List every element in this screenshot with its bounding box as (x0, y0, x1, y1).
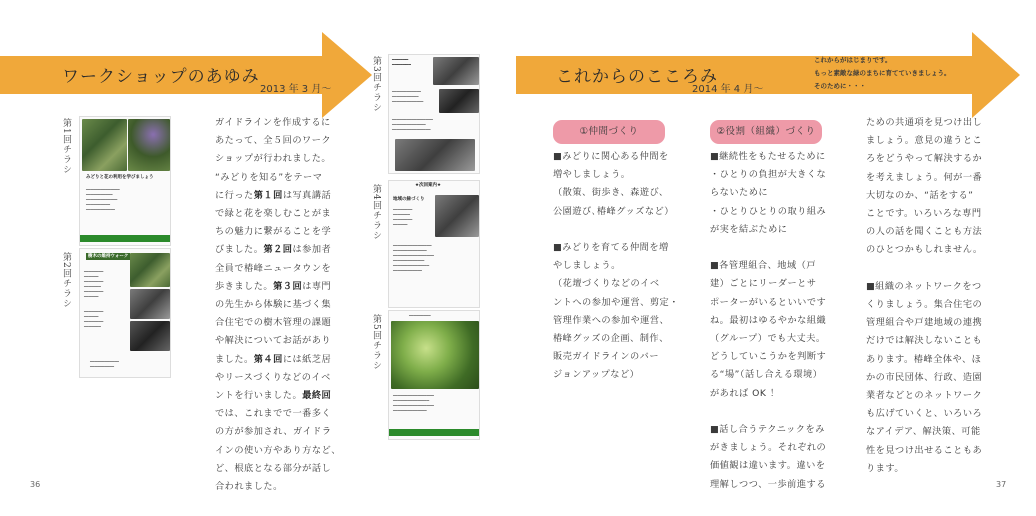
col3-line: 性を見つけ出せることもあ (866, 444, 983, 456)
col2-line: らないために (710, 187, 769, 199)
body-line-segment: 合われました。 (215, 481, 283, 493)
col3-line: あります。椿峰全体や、ほ (866, 353, 982, 365)
body-line-segment: は参加者 (292, 244, 332, 256)
body-line-segment: ントを行いました。 (215, 390, 303, 402)
left-banner-date: 2013 年 3 月〜 (260, 84, 332, 95)
flyer-2-footer-text: ━━━━━━━━━━━━ ━━━━━━━━━━ (90, 359, 119, 369)
col2-line: 理解しつつ、一歩前進する (710, 478, 826, 490)
col2-line: 建）ごとにリーダーとサ (710, 278, 817, 290)
flyer-4-lines-b: ━━━━━━━━━━━━━━━━ ━━━━━━━━━━━━━━ ━━━━━━━━━━━━━━━━━ ━━━━━━━━━━━━━ ━━━━━━━━━━━━━━━ ━━━━━━━━━━━━ (393, 243, 434, 273)
col2-line: どうしていこうかを判断す (710, 351, 827, 363)
flyer-5-lines: ━━━━━━━━━━━━━━━━━ ━━━━━━━━━━━━━━━ ━━━━━━━━━━━━━━━━━ ━━━━━━━━━━━━━━ (393, 393, 434, 413)
flyer-1-photo-b (128, 119, 170, 171)
body-line-emphasis: 第１回 (253, 189, 283, 201)
col3-line: かの市民団体、行政、造園 (866, 371, 983, 383)
col1-line: 管理作業への参加や運営、 (553, 314, 670, 326)
col2-line: （グループ）でも大丈夫。 (710, 333, 826, 345)
col3-line: ■組織のネットワークをつ (866, 280, 982, 292)
col1-line: ■みどりを育てる仲間を増 (553, 242, 669, 254)
flyer-3-lines: ━━━━━━━━━━━━ ━━━━━━━━━━━ ━━━━━━━━━━━━━ (392, 89, 424, 104)
flyer-label-5: 第5回チラシ (371, 314, 381, 371)
col3-line: も広げていくと、いろいろ (866, 408, 983, 420)
flyer-2-title: 樹木の維持ウォーク (88, 254, 129, 259)
col1-line: ■みどりに関心ある仲間を (553, 151, 669, 162)
note-line: そのために・・・ (814, 82, 866, 90)
body-line-segment: や解決についてお話があり (215, 335, 332, 347)
body-line (215, 369, 341, 387)
pill-yakuwari: ②役割（組織）づくり (710, 120, 822, 144)
right-banner (516, 32, 1020, 118)
col2-line: ■各管理組合、地域（戸 (710, 260, 817, 272)
flyer-label-2: 第2回チラシ (61, 252, 71, 309)
pill-nakama: ①仲間づくり (553, 120, 665, 144)
col2-line: ・ひとりの負担が大きくな (710, 169, 827, 181)
flyer-5-image (388, 310, 480, 440)
flyer-1-footer (80, 235, 170, 242)
page-number-left: 36 (30, 480, 41, 489)
body-line-segment: 合住宅での樹木管理の課題 (215, 317, 332, 329)
col1-line: 公園遊び､椿峰グッズなど） (553, 205, 674, 217)
col1-line: 販売ガイドラインのバー (553, 351, 660, 363)
body-line-segment: ました。 (215, 353, 254, 365)
body-line (215, 405, 341, 423)
body-line (215, 423, 341, 441)
flyer-1-caption: みどりと花の利用を学びましょう (86, 175, 154, 180)
body-line (215, 278, 341, 296)
right-banner-title: これからのこころみ (556, 67, 718, 87)
body-line-segment: ショップが行われました。 (215, 153, 332, 165)
body-line (215, 114, 341, 132)
note-line: もっと素敵な緑のまちに育てていきましょう。 (814, 69, 951, 77)
col3-text (866, 114, 983, 478)
col1-line: 椿峰グッズの企画、制作、 (553, 333, 669, 345)
body-line-segment: インの使い方やあり方など、 (215, 444, 341, 456)
right-banner-note (814, 54, 951, 93)
col2-line: ・ひとりひとりの取り組み (710, 205, 827, 217)
col1-line: ントへの参加や運営、剪定・ (553, 296, 679, 308)
body-line-segment: ちの魅力に繋がることを学 (215, 226, 332, 238)
right-banner-date: 2014 年 4 月〜 (692, 84, 764, 95)
flyer-3-lines-b: ━━━━━━━━━━━━━━━━━ ━━━━━━━━━━━━━━ ━━━━━━━━━━━━━━━━ (392, 117, 433, 132)
body-line (215, 351, 341, 369)
body-line-segment: ど、根底となる部分が話し (215, 462, 332, 474)
col1-line: やしましょう。 (553, 260, 621, 272)
flyer-3-title: ━━━━━━ ━━━━━━━ (392, 58, 411, 68)
body-line (215, 187, 341, 205)
flyer-2-lines-b: ━━━━━━━━ ━━━━━━ ━━━━━━━━ ━━━━━━━ (84, 309, 104, 329)
page-number-right: 37 (996, 480, 1007, 489)
body-line-emphasis: 第３回 (273, 280, 303, 292)
flyer-1-lines: ━━━━━━━━━━━━━━ ━━━━━━━━━━━ ━━━━━━━━━━━━━ ━━━━━━━━━━ ━━━━━━━━━━━━ (86, 187, 120, 212)
body-line-segment: やリースづくりなどのイベ (215, 371, 331, 383)
flyer-3-photo-b (439, 89, 479, 113)
col3-line: ります。 (866, 462, 905, 474)
col1-line: （花壇づくりなどのイベ (553, 278, 660, 290)
col1-line: ジョンアップなど） (553, 369, 640, 381)
col3-line: 大切なのか、“話をする” (866, 189, 974, 201)
body-line (215, 260, 341, 278)
body-line (215, 314, 341, 332)
flyer-3-photo-c (395, 139, 475, 171)
flyer-label-4: 第4回チラシ (371, 184, 381, 241)
body-line-segment: の先生から体験に基づく集 (215, 299, 332, 311)
body-line (215, 460, 341, 478)
col2-line: ね。最初はゆるやかな組織 (710, 314, 827, 326)
body-line (215, 205, 341, 223)
flyer-4-lines: ━━━━━━━━ ━━━━━━━ ━━━━━━━━ ━━━━━━ (393, 207, 413, 227)
body-line (215, 223, 341, 241)
col2-line: が実を結ぶために (710, 223, 788, 235)
col3-line: 管理組合や戸建地域の連携 (866, 317, 983, 329)
body-line-emphasis: 第４回 (253, 353, 283, 365)
col3-line: ための共通項を見つけ出し (866, 117, 983, 128)
col3-line: ろをどうやって解決するか (866, 153, 983, 165)
col3-line: のひとつかもしれません。 (866, 244, 983, 256)
flyer-4-heading: 地域の緑づくり (393, 197, 425, 202)
body-line-segment: “みどりを知る”をテーマ (215, 171, 323, 183)
flyer-5-photo (391, 321, 479, 389)
flyer-5-footer (389, 429, 479, 436)
body-line-segment: は専門 (302, 280, 332, 292)
body-line-segment: では、これまでで一番多く (215, 408, 332, 420)
body-line-segment: 全員で椿峰ニュータウンを (215, 262, 332, 274)
col3-line: ことです。いろいろな専門 (866, 208, 982, 220)
flyer-4-photo (435, 195, 479, 237)
col3-line: なアイデア、解決策、可能 (866, 426, 981, 438)
col2-line: があれば OK ！ (710, 387, 780, 399)
left-banner-title: ワークショップのあゆみ (62, 67, 260, 87)
col3-line: 業者などとのネットワーク (866, 390, 983, 402)
note-line: これからがはじまりです。 (814, 56, 892, 64)
flyer-2-lines: ━━━━━━━━ ━━━━━━ ━━━━━━━━ ━━━━━━━ ━━━━━━━━ ━━━━━━ (84, 269, 104, 299)
col3-line (866, 260, 983, 278)
col2-line: る“場”（話し合える環境） (710, 369, 823, 381)
body-line (215, 296, 341, 314)
col2-line: ポーターがいるといいです (710, 296, 827, 308)
col3-line: だけでは解決しないことも (866, 335, 983, 347)
col1-line (553, 221, 679, 239)
body-line-segment: びました。 (215, 244, 264, 256)
body-line-segment: あたって、全５回のワーク (215, 135, 332, 147)
col2-line (710, 239, 826, 257)
body-line-segment: ガイドラインを作成するに (215, 117, 331, 128)
body-line-segment: には紙芝居 (282, 353, 332, 365)
body-line-segment: に行った (215, 189, 254, 201)
body-line-segment: 歩きました。 (215, 280, 274, 292)
body-line-emphasis: 最終回 (302, 390, 332, 402)
body-line-emphasis: 第２回 (263, 244, 293, 256)
col1-text (553, 148, 679, 385)
col3-line: の人の話を聞くことも方法 (866, 226, 983, 238)
col2-text (710, 148, 826, 494)
body-line (215, 478, 341, 496)
body-line (215, 387, 341, 405)
flyer-3-image (388, 54, 480, 174)
flyer-2-photo-c (130, 321, 170, 351)
flyer-label-3: 第3回チラシ (371, 56, 381, 113)
flyer-2-photo-a (130, 253, 170, 287)
flyer-4-next: ★次回案内★ (415, 183, 442, 188)
body-line (215, 132, 341, 150)
flyer-1-photo-a (82, 119, 127, 171)
body-line-segment: の方が参加され、ガイドラ (215, 426, 332, 438)
col3-line: ましょう。意見の違うとこ (866, 135, 983, 147)
flyer-2-image (79, 248, 171, 378)
flyer-3-photo-a (433, 57, 479, 85)
flyer-5-top: ━━━━━━━━━ (409, 313, 431, 318)
body-line (215, 241, 341, 259)
flyer-2-photo-b (130, 289, 170, 319)
left-body-text (215, 114, 341, 496)
body-line (215, 169, 341, 187)
col2-line: がきましょう。それぞれの (710, 442, 827, 454)
col1-line: （散策、街歩き、森遊び、 (553, 187, 669, 199)
body-line-segment: で緑と花を楽しむことがま (215, 208, 332, 220)
body-line (215, 442, 341, 460)
flyer-label-1: 第1回チラシ (61, 118, 71, 175)
flyer-4-image (388, 180, 480, 308)
col2-line: ■継続性をもたせるために (710, 151, 826, 162)
body-line-segment: は写真講話 (282, 189, 332, 201)
body-line (215, 150, 341, 168)
col3-line: くりましょう。集合住宅の (866, 299, 983, 311)
left-banner (0, 32, 372, 118)
col2-line (710, 403, 826, 421)
body-line (215, 332, 341, 350)
col2-line: ■話し合うテクニックをみ (710, 424, 825, 436)
col1-line: 増やしましょう。 (553, 169, 631, 181)
col3-line: を考えましょう。何が一番 (866, 171, 983, 183)
col2-line: 価値観は違います。違いを (710, 460, 826, 472)
flyer-1-image (79, 116, 171, 246)
